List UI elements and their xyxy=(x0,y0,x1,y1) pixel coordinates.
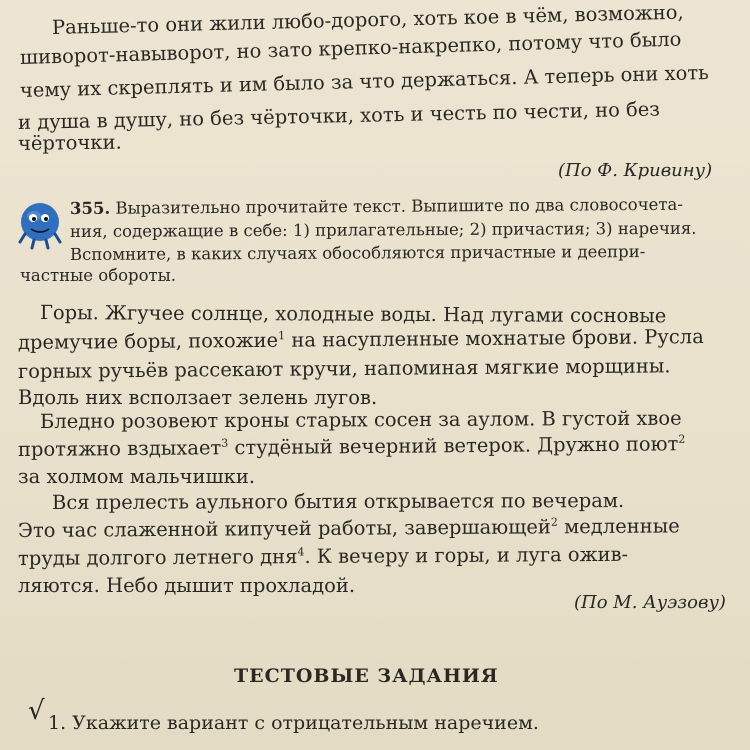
text-p1-line-2 xyxy=(18,327,704,352)
top-paragraph-line-5: чёрточки. xyxy=(17,130,122,155)
exercise-line-1 xyxy=(69,194,683,218)
footnote-mark: 2 xyxy=(550,515,558,529)
exercise-line-3: Вспомните, в каких случаях обособляются причастные и деепри- xyxy=(69,241,646,264)
tests-question-1: 1. Укажите вариант с отрицательным наречием. xyxy=(48,712,539,734)
text-p1-line-2b: на насупленные мохнатые брови. Русла xyxy=(285,325,704,352)
exercise-text-1: Выразительно прочитайте текст. Выпишите по два словосочета- xyxy=(115,194,683,218)
tests-heading: ТЕСТОВЫЕ ЗАДАНИЯ xyxy=(234,665,499,687)
top-paragraph-line-4: и душа в душу, но без чёрточки, хоть и честь по чести, но без xyxy=(17,97,661,134)
text-p2-line-2 xyxy=(18,434,686,459)
text-p1-line-4: Вдоль них всползает зелень лугов. xyxy=(18,386,378,409)
check-mark-icon: √ xyxy=(28,696,45,726)
text-p3-line-2 xyxy=(18,516,680,540)
top-paragraph-line-2: шиворот-навыворот, но зато крепко-накрепко, потому что было xyxy=(19,27,682,69)
exercise-line-4: частные обороты. xyxy=(20,266,177,285)
text-p3-line-3a: труды долгого летнего дня xyxy=(17,545,298,570)
footnote-mark: 4 xyxy=(297,545,305,559)
text-p1-line-3: горных ручьёв рассекают кручи, напоминая мягкие морщины. xyxy=(17,354,671,383)
footnote-mark: 2 xyxy=(678,432,686,446)
text-p3-line-4: ляются. Небо дышит прохладой. xyxy=(18,574,356,597)
top-paragraph-line-1: Раньше-то они жили любо-дорого, хоть кое в чём, возможно, xyxy=(51,0,684,39)
text-p3-line-1: Вся прелесть аульного бытия открывается по вечерам. xyxy=(51,489,625,514)
text-p1-line-1: Горы. Жгучее солнце, холодные воды. Над лугами сосновые xyxy=(39,301,667,328)
text-source: (По М. Ауэзову) xyxy=(574,592,726,613)
text-p2-line-2b: студёный вечерний ветерок. Дружно поют xyxy=(228,432,679,460)
text-p2-line-2a: протяжно вздыхает xyxy=(17,436,222,461)
text-p3-line-2b: медленные xyxy=(557,514,680,539)
exercise-line-2: ния, содержащие в себе: 1) прилагательные; 2) причастия; 3) наречия. xyxy=(69,218,697,241)
text-p3-line-3 xyxy=(17,542,629,570)
text-p3-line-3b: . К вечеру и горы, и луга ожив- xyxy=(304,542,629,569)
text-p2-line-1: Бледно розовеют кроны старых сосен за аулом. В густой хвое xyxy=(39,406,682,433)
text-p1-line-2a: дремучие боры, похожие xyxy=(17,328,279,354)
footnote-mark: 3 xyxy=(221,436,229,450)
exercise-number: 355. xyxy=(69,198,111,218)
top-paragraph-line-3: чему их скреплять и им было за что держаться. А теперь они хоть xyxy=(19,60,709,102)
mascot-icon xyxy=(16,198,64,250)
top-paragraph-source: (По Ф. Кривину) xyxy=(558,160,713,181)
text-p3-line-2a: Это час слаженной кипучей работы, завершающей xyxy=(17,515,551,542)
text-p2-line-3: за холмом мальчишки. xyxy=(18,465,256,488)
footnote-mark: 1 xyxy=(278,329,286,343)
